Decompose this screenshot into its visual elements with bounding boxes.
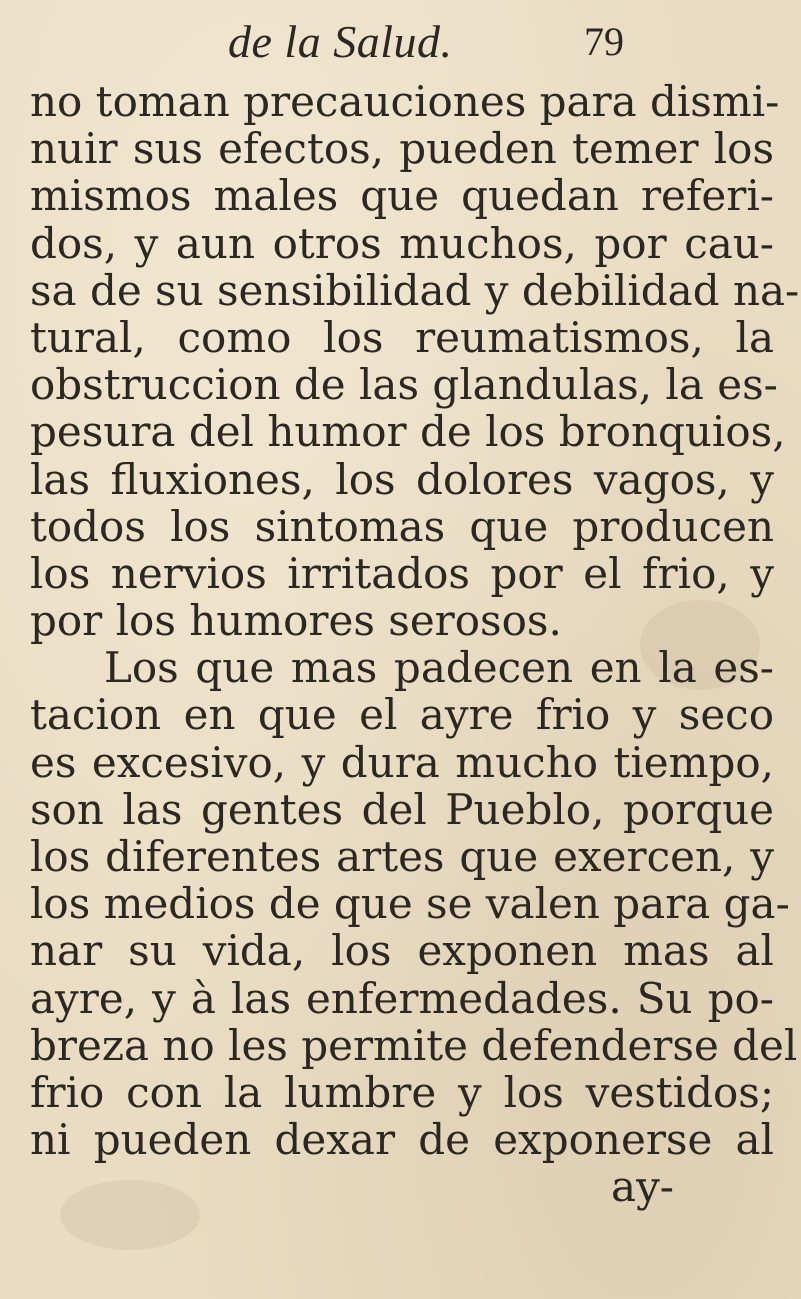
- text-line: las fluxiones, los dolores vagos, y: [30, 454, 774, 504]
- text-line: los nervios irritados por el frio, y: [30, 548, 774, 598]
- page-number: 79: [584, 19, 624, 64]
- text-line: son las gentes del Pueblo, porque: [30, 784, 774, 834]
- text-line: pesura del humor de los bronquios,: [30, 407, 786, 457]
- page-header: [0, 10, 801, 70]
- text-line: nuir sus efectos, pueden temer los: [30, 124, 774, 174]
- text-line: ni pueden dexar de exponerse al: [30, 1115, 774, 1165]
- text-line: obstruccion de las glandulas, la es-: [30, 360, 778, 410]
- text-line: los medios de que se valen para ga-: [30, 879, 790, 929]
- text-line: los diferentes artes que exercen, y: [30, 832, 774, 881]
- catchword: ay-: [611, 1162, 674, 1212]
- text-line: tacion en que el ayre frio y seco: [30, 690, 774, 740]
- text-line: breza no les permite defenderse del: [30, 1020, 798, 1070]
- text-line: sa de su sensibilidad y debilidad na-: [30, 265, 800, 315]
- text-line: ayre, y à las enfermedades. Su po-: [30, 973, 774, 1023]
- text-line: frio con la lumbre y los vestidos;: [30, 1067, 774, 1117]
- running-head: de la Salud.: [228, 16, 453, 67]
- text-line: no toman precauciones para dismi-: [30, 77, 780, 126]
- text-line: es excesivo, y dura mucho tiempo,: [30, 737, 774, 787]
- text-line: tural, como los reumatismos, la: [30, 312, 774, 362]
- text-line: nar su vida, los exponen mas al: [30, 926, 774, 976]
- text-line: dos, y aun otros muchos, por cau-: [30, 218, 774, 268]
- text-line: mismos males que quedan referi-: [30, 171, 774, 221]
- text-line: todos los sintomas que producen: [30, 501, 774, 551]
- text-line: por los humores serosos.: [30, 596, 562, 646]
- paragraph-start-line: Los que mas padecen en la es-: [104, 643, 774, 693]
- body-text: [30, 77, 800, 1212]
